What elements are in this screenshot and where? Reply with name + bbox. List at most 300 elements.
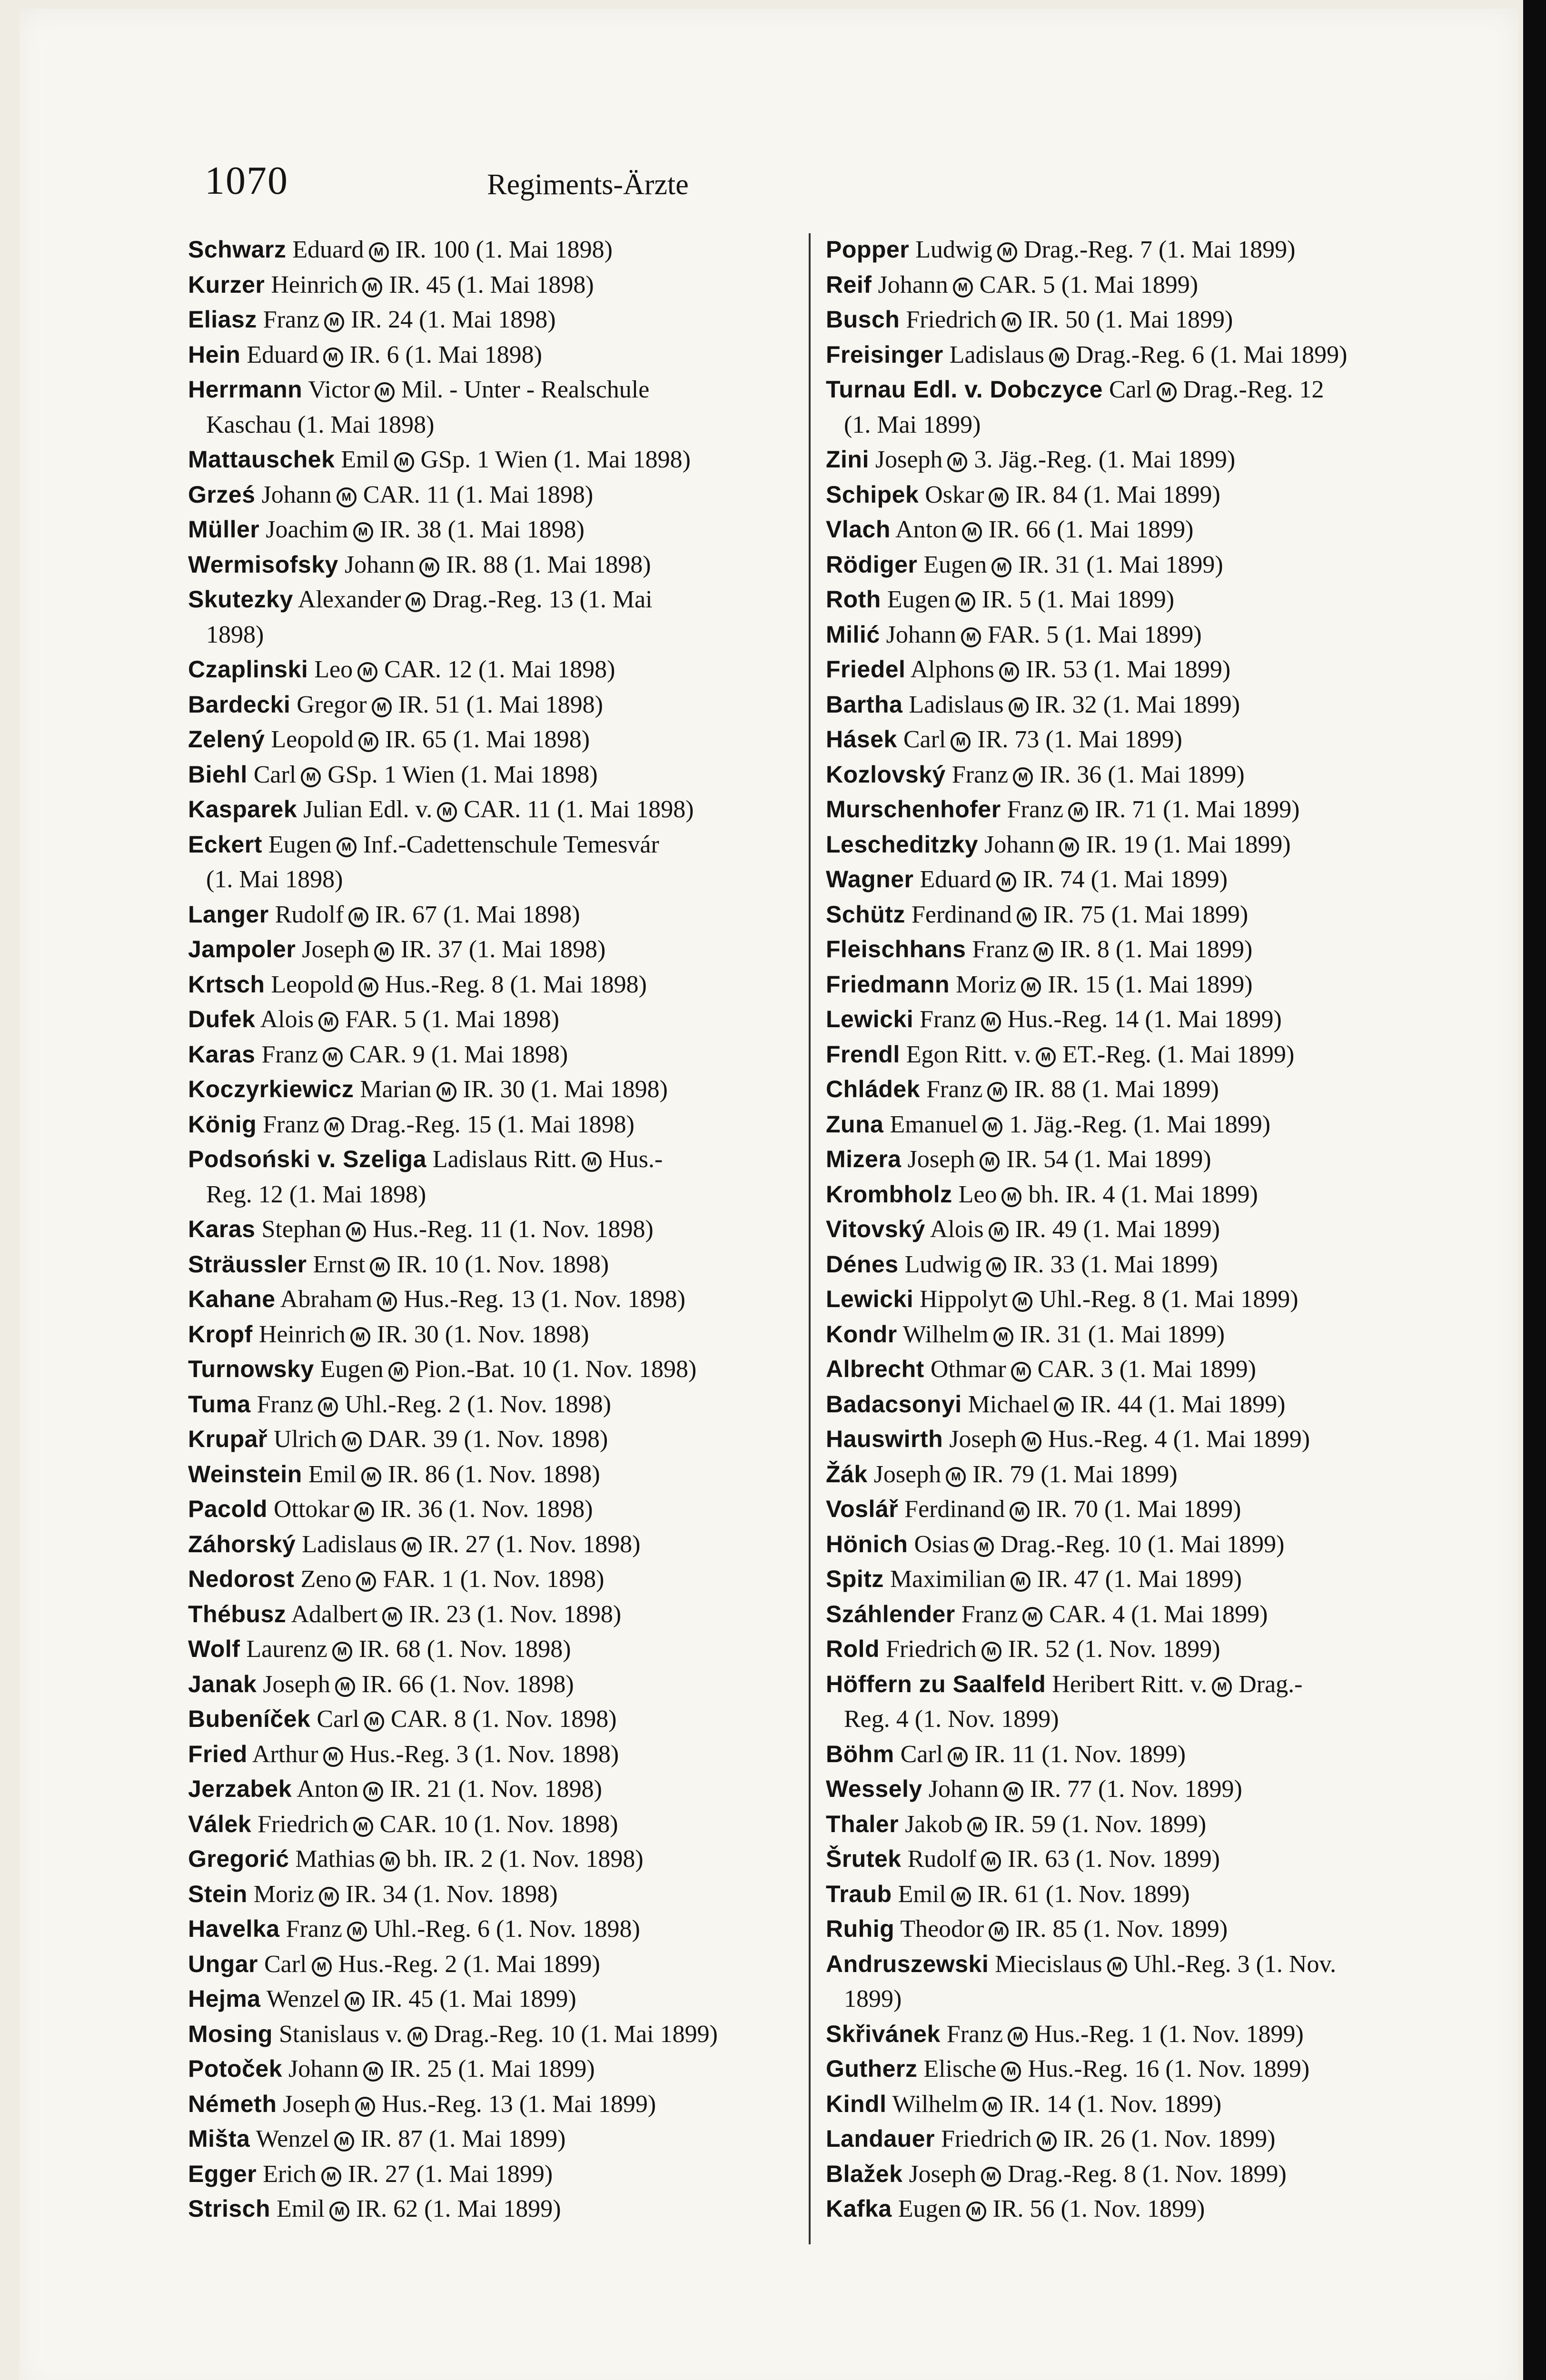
- roster-entry: [188, 1597, 812, 1632]
- roster-entry: [826, 1597, 1440, 1632]
- medal-icon: M: [323, 1747, 343, 1767]
- roster-entry: [826, 582, 1440, 617]
- roster-entry: [188, 1772, 812, 1807]
- roster-entry: [188, 547, 812, 583]
- medal-icon: M: [961, 627, 981, 647]
- entry-surname: Schipek: [826, 481, 919, 508]
- medal-icon: M: [1068, 802, 1088, 822]
- entry-given-name: Franz: [263, 306, 320, 333]
- medal-icon: M: [402, 1537, 422, 1557]
- roster-entry: [826, 302, 1440, 337]
- entry-detail: IR. 88 (1. Mai 1898): [446, 551, 651, 578]
- entry-surname: Kindl: [826, 2090, 887, 2117]
- entry-surname: Czaplinski: [188, 656, 308, 683]
- medal-icon: M: [437, 802, 457, 822]
- entry-given-name: Julian Edl. v.: [303, 796, 433, 823]
- roster-entry: [188, 1247, 812, 1282]
- medal-icon: M: [342, 1432, 362, 1452]
- entry-surname: Voslář: [826, 1496, 899, 1522]
- medal-icon: M: [1036, 1047, 1056, 1067]
- entry-detail: FAR. 5 (1. Mai 1899): [987, 621, 1202, 648]
- entry-detail: IR. 36 (1. Mai 1899): [1040, 761, 1245, 788]
- entry-detail: CAR. 5 (1. Mai 1899): [979, 271, 1199, 298]
- entry-surname: Busch: [826, 306, 900, 333]
- entry-detail: IR. 71 (1. Mai 1899): [1095, 796, 1300, 823]
- medal-icon: M: [955, 592, 975, 612]
- entry-given-name: Hippolyt: [920, 1286, 1008, 1313]
- entry-surname: Lewicki: [826, 1006, 914, 1032]
- roster-entry: [188, 2017, 812, 2052]
- entry-surname: Blažek: [826, 2160, 903, 2187]
- entry-surname: Mattauschek: [188, 446, 335, 473]
- medal-icon: M: [986, 1257, 1006, 1277]
- entry-detail: IR. 14 (1. Nov. 1899): [1009, 2090, 1222, 2118]
- entry-detail: Drag.-Reg. 10 (1. Mai 1899): [1001, 1530, 1285, 1558]
- medal-icon: M: [357, 662, 377, 682]
- entry-detail: CAR. 3 (1. Mai 1899): [1037, 1356, 1256, 1383]
- roster-entry: [188, 1492, 812, 1527]
- roster-entry: [188, 1317, 812, 1352]
- entry-surname: Bubeníček: [188, 1706, 311, 1732]
- entry-given-name: Wilhelm: [902, 1320, 989, 1348]
- roster-entry: [188, 897, 812, 932]
- medal-icon: M: [980, 1152, 1000, 1172]
- entry-surname: Popper: [826, 236, 910, 263]
- entry-given-name: Joseph: [875, 446, 943, 473]
- roster-entry: [188, 1702, 812, 1737]
- entry-detail: IR. 31 (1. Mai 1899): [1020, 1320, 1225, 1348]
- roster-entry: [826, 1247, 1440, 1282]
- entry-given-name: Franz: [257, 1390, 314, 1418]
- entry-given-name: Marian: [360, 1076, 432, 1103]
- entry-given-name: Moriz: [956, 971, 1017, 998]
- medal-icon: M: [981, 2167, 1001, 2187]
- entry-surname: Fleischhans: [826, 936, 966, 962]
- roster-entry: [188, 2122, 812, 2157]
- entry-surname: Válek: [188, 1810, 252, 1837]
- medal-icon: M: [370, 1257, 390, 1277]
- entry-given-name: Franz: [961, 1600, 1018, 1628]
- medal-icon: M: [974, 1537, 994, 1557]
- scan-edge: [1523, 0, 1546, 2380]
- entry-surname: Traub: [826, 1880, 892, 1907]
- entry-given-name: Ulrich: [273, 1426, 337, 1453]
- medal-icon: M: [337, 837, 357, 857]
- roster-entry: [826, 442, 1440, 477]
- entry-surname: Záhorský: [188, 1530, 296, 1557]
- roster-entry: [826, 687, 1440, 723]
- entry-given-name: Michael: [968, 1390, 1050, 1418]
- medal-icon: M: [329, 2202, 349, 2221]
- medal-icon: M: [582, 1152, 602, 1172]
- entry-surname: Andruszewski: [826, 1950, 989, 1977]
- roster-entry: [188, 442, 812, 477]
- entry-surname: Kahane: [188, 1286, 276, 1312]
- entry-detail: IR. 34 (1. Nov. 1898): [345, 1880, 558, 1908]
- entry-given-name: Johann: [261, 481, 332, 508]
- entry-given-name: Anton: [297, 1775, 359, 1803]
- entry-given-name: Wenzel: [266, 1985, 340, 2013]
- roster-entry: [188, 1632, 812, 1667]
- entry-surname: Mišta: [188, 2125, 250, 2152]
- roster-entry: [826, 932, 1440, 967]
- medal-icon: M: [1009, 697, 1029, 717]
- medal-icon: M: [948, 1747, 968, 1767]
- entry-surname: Pacold: [188, 1496, 268, 1522]
- running-title: Regiments-Ärzte: [487, 169, 689, 201]
- medal-icon: M: [419, 557, 439, 577]
- entry-surname: Schütz: [826, 901, 905, 928]
- medal-icon: M: [989, 1222, 1009, 1242]
- entry-detail: Hus.-: [608, 1146, 663, 1173]
- roster-entry: [188, 757, 812, 793]
- medal-icon: M: [1010, 1502, 1030, 1522]
- entry-detail: IR. 11 (1. Nov. 1899): [974, 1740, 1186, 1768]
- roster-entry: [826, 1317, 1440, 1352]
- medal-icon: M: [380, 1852, 400, 1872]
- entry-surname: Hauswirth: [826, 1426, 943, 1452]
- roster-entry: [826, 232, 1440, 268]
- entry-given-name: Emil: [341, 446, 389, 473]
- entry-surname: Gregorić: [188, 1845, 289, 1872]
- entry-detail: IR. 70 (1. Mai 1899): [1036, 1496, 1241, 1523]
- entry-surname: Weinstein: [188, 1460, 302, 1488]
- entry-given-name: Friedrich: [886, 1636, 977, 1663]
- entry-surname: Potoček: [188, 2055, 283, 2082]
- entry-detail: IR. 10 (1. Nov. 1898): [396, 1250, 609, 1278]
- entry-surname: Chládek: [826, 1076, 921, 1102]
- entry-detail: IR. 85 (1. Nov. 1899): [1015, 1915, 1228, 1943]
- medal-icon: M: [324, 1117, 344, 1137]
- entry-surname: Thébusz: [188, 1600, 287, 1627]
- roster-entry: [188, 1527, 812, 1562]
- medal-icon: M: [1059, 837, 1079, 857]
- medal-icon: M: [346, 1222, 366, 1242]
- roster-entry: [188, 1982, 812, 2017]
- medal-icon: M: [1011, 1572, 1031, 1592]
- medal-icon: M: [436, 1082, 456, 1102]
- entry-detail: Hus.-Reg. 2 (1. Mai 1899): [338, 1950, 600, 1978]
- entry-given-name: Egon Ritt. v.: [906, 1041, 1031, 1068]
- entry-surname: Mizera: [826, 1146, 902, 1172]
- entry-detail: IR. 15 (1. Mai 1899): [1048, 971, 1253, 998]
- entry-surname: Kafka: [826, 2195, 892, 2222]
- entry-surname: Rold: [826, 1636, 880, 1662]
- entry-detail: Uhl.-Reg. 6 (1. Nov. 1898): [373, 1915, 640, 1943]
- roster-entry: [826, 1492, 1440, 1527]
- roster-entry: [826, 1142, 1440, 1177]
- entry-detail: IR. 27 (1. Mai 1899): [347, 2160, 553, 2188]
- entry-detail: Inf.-Cadettenschule Temesvár: [363, 831, 659, 858]
- entry-surname: Grześ: [188, 481, 256, 508]
- entry-surname: Žák: [826, 1460, 868, 1488]
- entry-given-name: Joachim: [266, 516, 348, 543]
- medal-icon: M: [1017, 907, 1037, 927]
- entry-detail: IR. 30 (1. Mai 1898): [463, 1076, 668, 1103]
- page-header: [205, 155, 971, 212]
- entry-detail: IR. 87 (1. Mai 1899): [360, 2125, 566, 2152]
- entry-detail: IR. 75 (1. Mai 1899): [1043, 901, 1249, 928]
- roster-entry: [826, 512, 1440, 547]
- roster-entry: [826, 617, 1440, 653]
- entry-given-name: Arthur: [252, 1740, 318, 1768]
- roster-entry: [188, 582, 812, 652]
- entry-given-name: Alois: [260, 1006, 314, 1033]
- roster-entry: [188, 1002, 812, 1037]
- entry-detail: IR. 44 (1. Mai 1899): [1080, 1390, 1286, 1418]
- entry-given-name: Franz: [263, 1111, 319, 1138]
- entry-continuation: 1898): [206, 621, 264, 648]
- medal-icon: M: [350, 1327, 370, 1347]
- left-column: [188, 232, 812, 2227]
- entry-surname: Kozlovský: [826, 761, 946, 788]
- medal-icon: M: [337, 487, 357, 507]
- entry-given-name: Leo: [314, 656, 353, 683]
- entry-surname: Reif: [826, 271, 872, 298]
- entry-surname: Kasparek: [188, 796, 297, 823]
- entry-detail: IR. 50 (1. Mai 1899): [1028, 306, 1233, 333]
- entry-detail: CAR. 8 (1. Nov. 1898): [390, 1706, 617, 1733]
- entry-surname: Lescheditzky: [826, 831, 979, 858]
- roster-entry: [188, 1737, 812, 1772]
- medal-icon: M: [318, 1012, 338, 1032]
- entry-given-name: Johann: [288, 2055, 359, 2082]
- entry-given-name: Gregor: [297, 691, 367, 718]
- entry-given-name: Ludwig: [915, 236, 993, 263]
- entry-surname: Zuna: [826, 1111, 884, 1138]
- entry-surname: Janak: [188, 1670, 257, 1697]
- entry-given-name: Joseph: [302, 936, 369, 963]
- medal-icon: M: [347, 1922, 367, 1942]
- entry-surname: Albrecht: [826, 1356, 924, 1382]
- roster-entry: [188, 792, 812, 827]
- entry-surname: Turnau Edl. v. Dobczyce: [826, 376, 1103, 403]
- medal-icon: M: [996, 872, 1016, 892]
- entry-surname: Wermisofsky: [188, 551, 338, 578]
- roster-entry: [826, 1457, 1440, 1492]
- entry-given-name: Johann: [886, 621, 956, 648]
- entry-detail: IR. 45 (1. Mai 1899): [371, 1985, 576, 2013]
- roster-entry: [826, 1632, 1440, 1667]
- entry-given-name: Wenzel: [256, 2125, 329, 2152]
- entry-continuation: (1. Mai 1899): [844, 411, 981, 438]
- entry-surname: Wessely: [826, 1775, 922, 1802]
- entry-surname: Vlach: [826, 516, 891, 543]
- entry-detail: IR. 79 (1. Mai 1899): [972, 1460, 1178, 1488]
- medal-icon: M: [981, 1012, 1001, 1032]
- entry-detail: GSp. 1 Wien (1. Mai 1898): [420, 446, 691, 473]
- entry-surname: Bartha: [826, 691, 903, 718]
- entry-given-name: Emil: [308, 1460, 357, 1488]
- roster-entry: [188, 687, 812, 723]
- entry-given-name: Joseph: [909, 2160, 976, 2188]
- medal-icon: M: [377, 1292, 397, 1312]
- entry-detail: IR. 24 (1. Mai 1898): [351, 306, 556, 333]
- entry-surname: Kurzer: [188, 271, 265, 298]
- roster-entry: [188, 372, 812, 442]
- medal-icon: M: [362, 278, 382, 298]
- medal-icon: M: [1021, 1432, 1041, 1452]
- roster-entry: [826, 652, 1440, 687]
- entry-given-name: Stephan: [261, 1216, 342, 1243]
- roster-entry: [826, 1947, 1440, 2017]
- medal-icon: M: [991, 557, 1011, 577]
- entry-given-name: Mathias: [295, 1845, 375, 1873]
- entry-given-name: Carl: [1109, 376, 1152, 403]
- entry-surname: Landauer: [826, 2125, 935, 2152]
- medal-icon: M: [324, 312, 344, 332]
- entry-surname: Biehl: [188, 761, 248, 788]
- entry-surname: Spitz: [826, 1566, 884, 1592]
- entry-detail: Mil. - Unter - Realschule: [401, 376, 650, 403]
- entry-surname: Höffern zu Saalfeld: [826, 1670, 1046, 1697]
- entry-surname: Kondr: [826, 1320, 897, 1348]
- medal-icon: M: [345, 1992, 365, 2012]
- entry-detail: Hus.-Reg. 13 (1. Mai 1899): [381, 2090, 656, 2118]
- medal-icon: M: [372, 697, 392, 717]
- medal-icon: M: [1001, 2062, 1021, 2082]
- entry-detail: IR. 5 (1. Mai 1899): [981, 586, 1175, 613]
- entry-detail: IR. 66 (1. Mai 1899): [989, 516, 1194, 543]
- entry-detail: FAR. 1 (1. Nov. 1898): [383, 1566, 605, 1593]
- roster-entry: [188, 1947, 812, 1982]
- entry-surname: Thaler: [826, 1810, 899, 1837]
- entry-given-name: Eduard: [292, 236, 364, 263]
- entry-surname: Friedel: [826, 656, 906, 683]
- medal-icon: M: [1001, 1187, 1021, 1207]
- entry-given-name: Ludwig: [904, 1250, 982, 1278]
- roster-entry: [826, 2192, 1440, 2227]
- entry-detail: IR. 84 (1. Mai 1899): [1015, 481, 1220, 508]
- medal-icon: M: [394, 452, 414, 472]
- roster-entry: [188, 1912, 812, 1947]
- roster-entry: [826, 1842, 1440, 1877]
- entry-surname: Gutherz: [826, 2055, 918, 2082]
- medal-icon: M: [356, 1572, 376, 1592]
- roster-entry: [826, 1422, 1440, 1457]
- medal-icon: M: [353, 1817, 373, 1837]
- medal-icon: M: [354, 1502, 374, 1522]
- entry-surname: Friedmann: [826, 971, 950, 998]
- entry-given-name: Heinrich: [271, 271, 358, 298]
- entry-detail: Drag.-Reg. 15 (1. Mai 1898): [350, 1111, 634, 1138]
- entry-detail: Hus.-Reg. 11 (1. Nov. 1898): [373, 1216, 654, 1243]
- medal-icon: M: [947, 452, 967, 472]
- right-column: [826, 232, 1440, 2227]
- entry-detail: Drag.-Reg. 10 (1. Mai 1899): [434, 2020, 718, 2048]
- entry-given-name: Zeno: [300, 1566, 352, 1593]
- entry-given-name: Carl: [317, 1706, 359, 1733]
- entry-given-name: Alphons: [910, 656, 994, 683]
- entry-detail: Hus.-Reg. 1 (1. Nov. 1899): [1034, 2020, 1304, 2048]
- medal-icon: M: [321, 2167, 341, 2187]
- entry-given-name: Jakob: [905, 1810, 963, 1838]
- entry-surname: Hein: [188, 341, 241, 368]
- entry-given-name: Eduard: [247, 341, 318, 368]
- entry-surname: Wagner: [826, 866, 914, 892]
- entry-given-name: Rudolf: [907, 1845, 977, 1873]
- medal-icon: M: [1021, 977, 1041, 997]
- entry-detail: IR. 61 (1. Nov. 1899): [977, 1880, 1190, 1908]
- entry-detail: IR. 36 (1. Nov. 1898): [380, 1496, 593, 1523]
- medal-icon: M: [1012, 1292, 1032, 1312]
- entry-given-name: Franz: [951, 761, 1009, 788]
- medal-icon: M: [407, 2027, 427, 2047]
- entry-surname: Milić: [826, 621, 880, 648]
- medal-icon: M: [946, 1467, 966, 1487]
- roster-entry: [826, 2017, 1440, 2052]
- medal-icon: M: [375, 382, 395, 402]
- entry-surname: Egger: [188, 2160, 257, 2187]
- medal-icon: M: [1157, 382, 1177, 402]
- medal-icon: M: [355, 2097, 375, 2117]
- roster-entry: [826, 1387, 1440, 1422]
- entry-given-name: Maximilian: [890, 1566, 1006, 1593]
- roster-entry: [188, 1282, 812, 1317]
- entry-given-name: Victor: [308, 376, 370, 403]
- entry-surname: Ruhig: [826, 1915, 895, 1942]
- roster-entry: [826, 1807, 1440, 1842]
- entry-given-name: Heribert Ritt. v.: [1052, 1670, 1208, 1698]
- medal-icon: M: [353, 522, 373, 542]
- entry-detail: Uhl.-Reg. 8 (1. Mai 1899): [1039, 1286, 1298, 1313]
- entry-given-name: Franz: [261, 1041, 318, 1068]
- entry-surname: Jerzabek: [188, 1775, 292, 1802]
- entry-given-name: Carl: [903, 726, 946, 753]
- roster-entry: [826, 1667, 1440, 1737]
- entry-detail: IR. 21 (1. Nov. 1898): [390, 1775, 602, 1803]
- entry-detail: IR. 47 (1. Mai 1899): [1037, 1566, 1242, 1593]
- roster-entry: [188, 477, 812, 513]
- entry-given-name: Johann: [344, 551, 415, 578]
- entry-given-name: Franz: [946, 2020, 1003, 2048]
- roster-entry: [188, 2087, 812, 2122]
- entry-given-name: Alois: [930, 1216, 984, 1243]
- medal-icon: M: [997, 242, 1017, 262]
- entry-given-name: Leopold: [271, 971, 354, 998]
- roster-entry: [188, 827, 812, 897]
- roster-entry: [826, 1002, 1440, 1037]
- medal-icon: M: [1013, 767, 1033, 787]
- medal-icon: M: [1212, 1677, 1232, 1697]
- roster-entry: [188, 722, 812, 757]
- medal-icon: M: [1001, 312, 1021, 332]
- entry-surname: Zelený: [188, 726, 265, 753]
- medal-icon: M: [982, 2097, 1002, 2117]
- entry-detail: IR. 65 (1. Mai 1898): [385, 726, 590, 753]
- roster-entry: [826, 1912, 1440, 1947]
- entry-given-name: Anton: [895, 516, 958, 543]
- entry-given-name: Eugen: [320, 1356, 384, 1383]
- entry-given-name: Friedrich: [258, 1810, 348, 1838]
- entry-detail: bh. IR. 2 (1. Nov. 1898): [406, 1845, 644, 1873]
- entry-detail: IR. 45 (1. Mai 1898): [389, 271, 594, 298]
- entry-given-name: Oskar: [925, 481, 984, 508]
- medal-icon: M: [951, 732, 971, 752]
- roster-entry: [188, 1037, 812, 1072]
- roster-entry: [826, 1352, 1440, 1387]
- roster-entry: [826, 1037, 1440, 1072]
- entry-surname: Krtsch: [188, 971, 265, 998]
- roster-entry: [188, 2157, 812, 2192]
- roster-entry: [826, 2087, 1440, 2122]
- entry-given-name: Franz: [286, 1915, 342, 1943]
- entry-detail: IR. 38 (1. Mai 1898): [379, 516, 585, 543]
- entry-given-name: Ferdinand: [911, 901, 1012, 928]
- entry-given-name: Eduard: [920, 866, 991, 893]
- entry-detail: Drag.-Reg. 7 (1. Mai 1899): [1024, 236, 1296, 263]
- entry-detail: Hus.-Reg. 4 (1. Mai 1899): [1048, 1426, 1310, 1453]
